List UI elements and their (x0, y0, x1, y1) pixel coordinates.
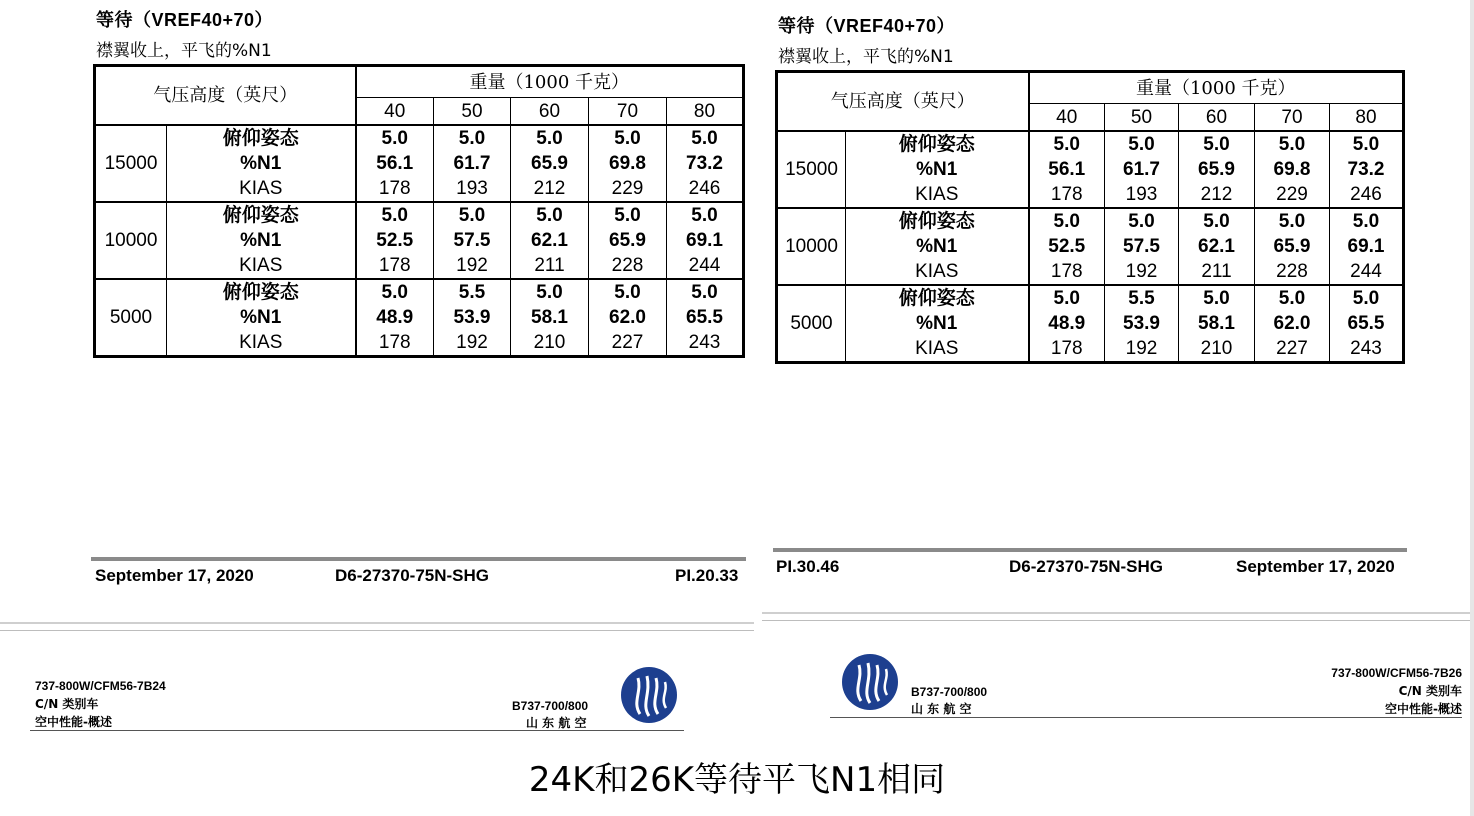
footer-rule (773, 548, 1407, 552)
value-cell: 5.0 61.7 193 (434, 125, 511, 202)
bottom-rule (830, 717, 1462, 718)
window-edge (1470, 0, 1474, 816)
left-subtitle: 襟翼收上，平飞的%N1 (96, 41, 272, 61)
pitch-label: 俯仰姿态 (222, 281, 299, 303)
pitch-label: 俯仰姿态 (898, 287, 975, 309)
value-cell: 5.0 69.1 244 (667, 202, 744, 279)
value-cell: 5.0 48.9 178 (356, 279, 434, 357)
pitch-label: 俯仰姿态 (222, 204, 299, 226)
value-cell: 5.0 62.0 227 (1255, 285, 1330, 363)
value-cell: 5.0 56.1 178 (356, 125, 434, 202)
param-label-cell (167, 202, 356, 279)
weight-col: 50 (1105, 104, 1179, 132)
kias-label: KIAS (239, 178, 283, 199)
altitude-cell: 5000 (95, 279, 167, 357)
altitude-cell: 10000 (95, 202, 167, 279)
weight-col: 70 (589, 98, 667, 126)
aircraft-model: 737-800W/CFM56-7B26 (1331, 666, 1462, 680)
weight-col: 60 (1179, 104, 1255, 132)
right-document-page (762, 0, 1474, 816)
value-cell: 5.0 58.1 210 (1179, 285, 1255, 363)
value-cell: 5.0 48.9 178 (1029, 285, 1105, 363)
airline-name: 山 东 航 空 (911, 702, 972, 716)
value-cell: 5.0 62.1 211 (511, 202, 589, 279)
right-title: 等待（VREF40+70） (778, 16, 956, 36)
left-title: 等待（VREF40+70） (96, 10, 274, 30)
value-cell: 5.5 53.9 192 (434, 279, 511, 357)
value-cell: 5.0 65.9 228 (1255, 208, 1330, 285)
footer-rule (91, 557, 746, 561)
value-cell: 5.0 69.8 229 (589, 125, 667, 202)
kias-label: KIAS (915, 261, 959, 282)
value-cell: 5.0 57.5 192 (434, 202, 511, 279)
bottom-rule (30, 730, 684, 731)
n1-label: %N1 (916, 313, 958, 334)
value-cell: 5.0 52.5 178 (1029, 208, 1105, 285)
value-cell: 5.0 61.7 193 (1105, 131, 1179, 208)
kias-label: KIAS (239, 332, 283, 353)
value-cell: 5.0 58.1 210 (511, 279, 589, 357)
value-cell: 5.0 73.2 246 (667, 125, 744, 202)
weight-header: 重量（1000 千克） (1029, 72, 1404, 104)
value-cell: 5.0 52.5 178 (356, 202, 434, 279)
comparison-caption: 24K和26K等待平飞N1相同 (528, 760, 946, 800)
n1-label: %N1 (240, 153, 282, 174)
weight-col: 70 (1255, 104, 1330, 132)
value-cell: 5.0 56.1 178 (1029, 131, 1105, 208)
n1-label: %N1 (240, 307, 282, 328)
weight-col: 40 (356, 98, 434, 126)
right-performance-table (775, 70, 1405, 364)
fleet-label: B737-700/800 (512, 699, 589, 713)
left-performance-table (93, 64, 745, 358)
altitude-cell: 5000 (777, 285, 846, 363)
footer-date: September 17, 2020 (95, 566, 254, 585)
param-label-cell (167, 125, 356, 202)
pitch-label: 俯仰姿态 (222, 127, 299, 149)
weight-col: 80 (1330, 104, 1404, 132)
value-cell: 5.0 62.0 227 (589, 279, 667, 357)
n1-label: %N1 (916, 236, 958, 257)
page-separator (762, 612, 1470, 614)
section-label: 空中性能-概述 (35, 715, 112, 729)
value-cell: 5.0 69.8 229 (1255, 131, 1330, 208)
page-separator (0, 622, 754, 624)
value-cell: 5.0 65.5 243 (1347, 288, 1385, 359)
altitude-header: 气压高度（英尺） (95, 66, 356, 126)
altitude-cell: 15000 (95, 125, 167, 202)
right-subtitle: 襟翼收上，平飞的%N1 (778, 47, 954, 67)
pitch-label: 俯仰姿态 (898, 210, 975, 232)
table-row (95, 202, 744, 279)
footer-page-number: PI.30.46 (776, 557, 840, 576)
weight-header: 重量（1000 千克） (356, 66, 744, 98)
value-cell: 5.0 65.9 212 (511, 125, 589, 202)
shandong-airlines-logo-icon (841, 653, 899, 711)
value-cell: 5.5 53.9 192 (1105, 285, 1179, 363)
page-separator (762, 620, 1470, 621)
aircraft-model: 737-800W/CFM56-7B24 (35, 679, 166, 693)
altitude-header: 气压高度（英尺） (777, 72, 1029, 132)
kias-label: KIAS (915, 338, 959, 359)
value-cell: 5.0 69.1 244 (1330, 208, 1404, 285)
altitude-cell: 15000 (777, 131, 846, 208)
altitude-cell: 10000 (777, 208, 846, 285)
value-cell: 5.0 73.2 246 (1330, 131, 1404, 208)
value-cell: 5.0 62.1 211 (1179, 208, 1255, 285)
weight-col: 40 (1029, 104, 1105, 132)
footer-date: September 17, 2020 (1236, 557, 1395, 576)
weight-col: 50 (434, 98, 511, 126)
value-cell: 5.0 65.5 243 (686, 282, 723, 353)
param-label-cell (846, 131, 1029, 208)
footer-doc-number: D6-27370-75N-SHG (1009, 557, 1164, 576)
pitch-label: 俯仰姿态 (898, 133, 975, 155)
table-row (777, 285, 1404, 363)
kias-label: KIAS (239, 255, 283, 276)
weight-col: 60 (511, 98, 589, 126)
shandong-airlines-logo-icon (620, 666, 678, 724)
section-label: 空中性能-概述 (1385, 702, 1462, 716)
value-cell: 5.0 57.5 192 (1105, 208, 1179, 285)
param-label-cell (167, 279, 356, 357)
page-separator (0, 630, 754, 631)
table-row (95, 125, 744, 202)
value-cell: 5.0 65.9 228 (589, 202, 667, 279)
footer-doc-number: D6-27370-75N-SHG (335, 566, 490, 585)
n1-label: %N1 (916, 159, 958, 180)
footer-page-number: PI.20.33 (675, 566, 739, 585)
weight-col: 80 (667, 98, 744, 126)
airline-name: 山 东 航 空 (526, 716, 587, 730)
cn-label: C/N 类别车 (1398, 684, 1462, 698)
cn-label: C/N 类别车 (35, 697, 99, 711)
n1-label: %N1 (240, 230, 282, 251)
value-cell: 5.0 65.9 212 (1179, 131, 1255, 208)
table-row (95, 279, 744, 357)
table-row (777, 131, 1404, 208)
param-label-cell (846, 208, 1029, 285)
fleet-label: B737-700/800 (911, 685, 988, 699)
table-row (777, 208, 1404, 285)
kias-label: KIAS (915, 184, 959, 205)
param-label-cell (846, 285, 1029, 363)
